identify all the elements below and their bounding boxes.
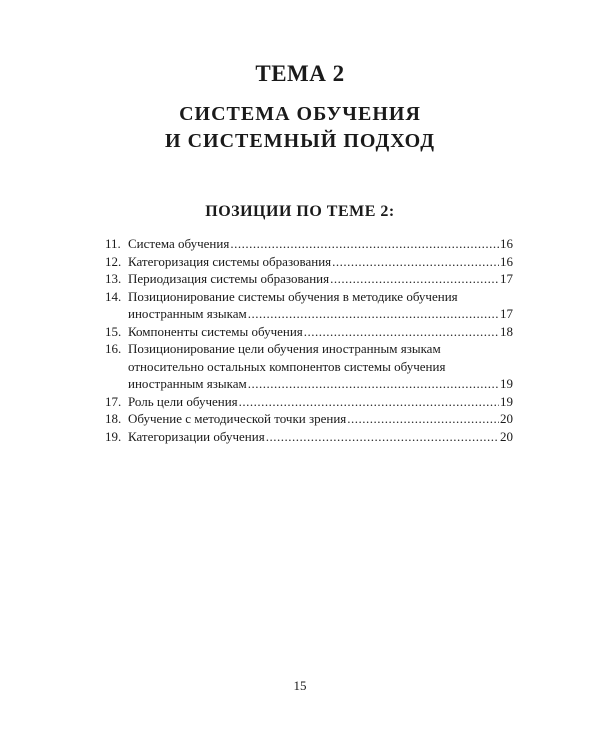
toc-entry-body xyxy=(128,253,513,271)
toc-entry-number: 19. xyxy=(105,428,122,444)
toc-entry-last-line xyxy=(128,305,513,323)
toc-entry-last-line xyxy=(128,253,513,271)
toc-dot-leader xyxy=(330,270,499,288)
toc-entry-title: Роль цели обучения xyxy=(128,393,238,409)
toc-dot-leader xyxy=(347,410,499,428)
positions-heading: ПОЗИЦИИ ПО ТЕМЕ 2: xyxy=(205,203,395,220)
toc-entry-body xyxy=(128,410,513,428)
toc-dot-leader xyxy=(266,428,499,446)
toc-entry-page: 16 xyxy=(500,253,513,269)
toc-entry-page: 20 xyxy=(500,411,513,426)
toc-entry-body xyxy=(128,323,513,341)
toc-dot-leader xyxy=(248,305,499,323)
toc-dot-leader xyxy=(239,393,499,411)
toc-entry-title: Компоненты системы обучения xyxy=(128,323,303,339)
toc-entry-text-line: Позиционирование системы обучения в методике обучения xyxy=(128,288,458,304)
toc-entry-title: Категоризация системы образования xyxy=(128,253,332,269)
toc-entry-number: 13. xyxy=(105,271,122,286)
subtitle-line-1: СИСТЕМА ОБУЧЕНИЯ xyxy=(179,103,421,125)
toc-entry xyxy=(105,428,513,446)
toc-entry xyxy=(105,410,513,428)
toc-entry-number: 15. xyxy=(105,323,122,339)
toc-entry-page: 19 xyxy=(500,393,513,409)
toc-entry-text-line: Позиционирование цели обучения иностранным языкам xyxy=(128,341,441,356)
toc-entry-page: 17 xyxy=(500,306,513,321)
toc-entry-title: Система обучения xyxy=(128,236,230,251)
toc-entry-last-line xyxy=(128,375,513,393)
toc-entry-title: иностранным языкам xyxy=(128,306,247,321)
toc-entry-text-line: относительно остальных компонентов системы обучения xyxy=(128,358,446,374)
toc-entry xyxy=(105,340,513,393)
toc-entry-body xyxy=(128,288,513,323)
toc-dot-leader xyxy=(248,375,499,393)
toc-entry xyxy=(105,393,513,411)
toc-entry-title: Периодизация системы образования xyxy=(128,271,330,286)
toc-entry-last-line xyxy=(128,393,513,411)
page-number: 15 xyxy=(293,678,307,693)
toc-entry-body xyxy=(128,428,513,446)
topic-title: ТЕМА 2 xyxy=(255,61,345,86)
toc-entry-body xyxy=(128,235,513,253)
toc-entry-last-line xyxy=(128,235,513,253)
toc-entry-number: 17. xyxy=(105,393,122,409)
toc-entry-page: 20 xyxy=(500,428,513,444)
toc-entry-number: 16. xyxy=(105,341,122,356)
toc-entry xyxy=(105,253,513,271)
toc-entry xyxy=(105,270,513,288)
toc-entry-page: 18 xyxy=(500,323,513,339)
toc-entry xyxy=(105,235,513,253)
toc-entry xyxy=(105,323,513,341)
toc-entry-last-line xyxy=(128,270,513,288)
toc-entry-page: 19 xyxy=(500,376,513,391)
toc-entry-number: 12. xyxy=(105,253,122,269)
toc-entry-page: 16 xyxy=(500,236,513,251)
topic-subtitle xyxy=(0,101,600,155)
toc-entry xyxy=(105,288,513,323)
toc-entry-last-line xyxy=(128,428,513,446)
toc-entry-body xyxy=(128,393,513,411)
toc-entry-page: 17 xyxy=(500,271,513,286)
table-of-contents xyxy=(105,235,513,445)
toc-entry-number: 18. xyxy=(105,411,122,426)
toc-entry-last-line xyxy=(128,323,513,341)
toc-dot-leader xyxy=(304,323,499,341)
toc-dot-leader xyxy=(230,235,499,253)
subtitle-line-2: И СИСТЕМНЫЙ ПОДХОД xyxy=(165,130,435,152)
toc-entry-title: иностранным языкам xyxy=(128,376,247,391)
toc-entry-body xyxy=(128,340,513,393)
toc-entry-number: 14. xyxy=(105,288,122,304)
toc-entry-number: 11. xyxy=(105,236,121,251)
toc-entry-title: Обучение с методической точки зрения xyxy=(128,411,347,426)
toc-entry-last-line xyxy=(128,410,513,428)
toc-entry-title: Категоризации обучения xyxy=(128,428,265,444)
toc-entry-body xyxy=(128,270,513,288)
toc-dot-leader xyxy=(332,253,499,271)
